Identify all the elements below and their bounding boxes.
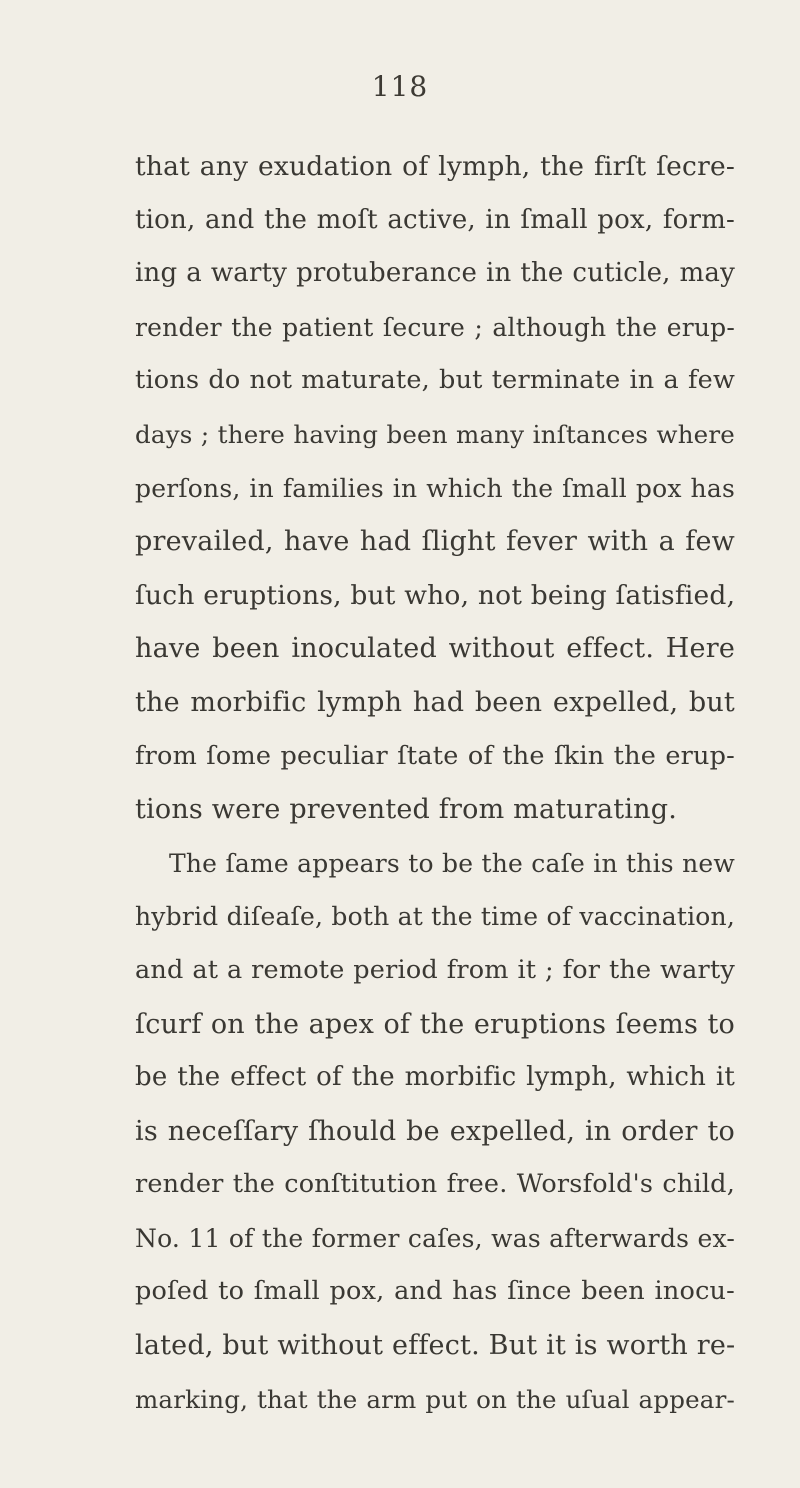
text-line: days ; there having been many inſtances where [135,419,735,449]
text-line: tions do not maturate, but terminate in a few [135,365,735,396]
page-number: 118 [371,70,429,103]
text-line: be the effect of the morbific lymph, which it [135,1062,735,1093]
text-line: tion, and the moſt active, in ſmall pox, form- [135,204,735,235]
text-line: lated, but without effect. But it is worth re- [135,1330,736,1362]
text-line: ing a warty protuberance in the cuticle, may [135,258,735,289]
text-line: perſons, in families in which the ſmall pox has [135,473,735,503]
body-text [135,140,735,1426]
text-line: hybrid diſeaſe, both at the time of vaccination, [135,902,735,932]
text-line: and at a remote period from it ; for the warty [135,954,735,985]
text-line: the morbific lymph had been expelled, but [135,686,735,718]
paragraph-first-line: The ſame appears to be the caſe in this new [169,848,735,878]
text-line: render the conſtitution free. Worsfold's child, [135,1169,735,1200]
text-line: have been inoculated without effect. Here [135,633,735,665]
text-line: poſed to ſmall pox, and has ſince been inocu- [135,1276,735,1307]
text-line: marking, that the arm put on the uſual appear- [135,1384,735,1414]
text-line: No. 11 of the former caſes, was afterwards ex- [135,1223,735,1253]
text-line: that any exudation of lymph, the firſt ſecre- [135,151,735,182]
text-line: prevailed, have had ſlight fever with a few [135,526,735,558]
text-line: tions were prevented from maturating. [135,794,678,826]
text-line: from ſome peculiar ſtate of the ſkin the erup- [135,740,735,771]
text-line: ſuch eruptions, but who, not being ſatisfied, [135,579,736,611]
text-line: is neceſſary ſhould be expelled, in order to [135,1115,735,1147]
text-line: ſcurf on the apex of the eruptions ſeems to [135,1008,735,1040]
text-line: render the patient ſecure ; although the erup- [135,312,735,342]
